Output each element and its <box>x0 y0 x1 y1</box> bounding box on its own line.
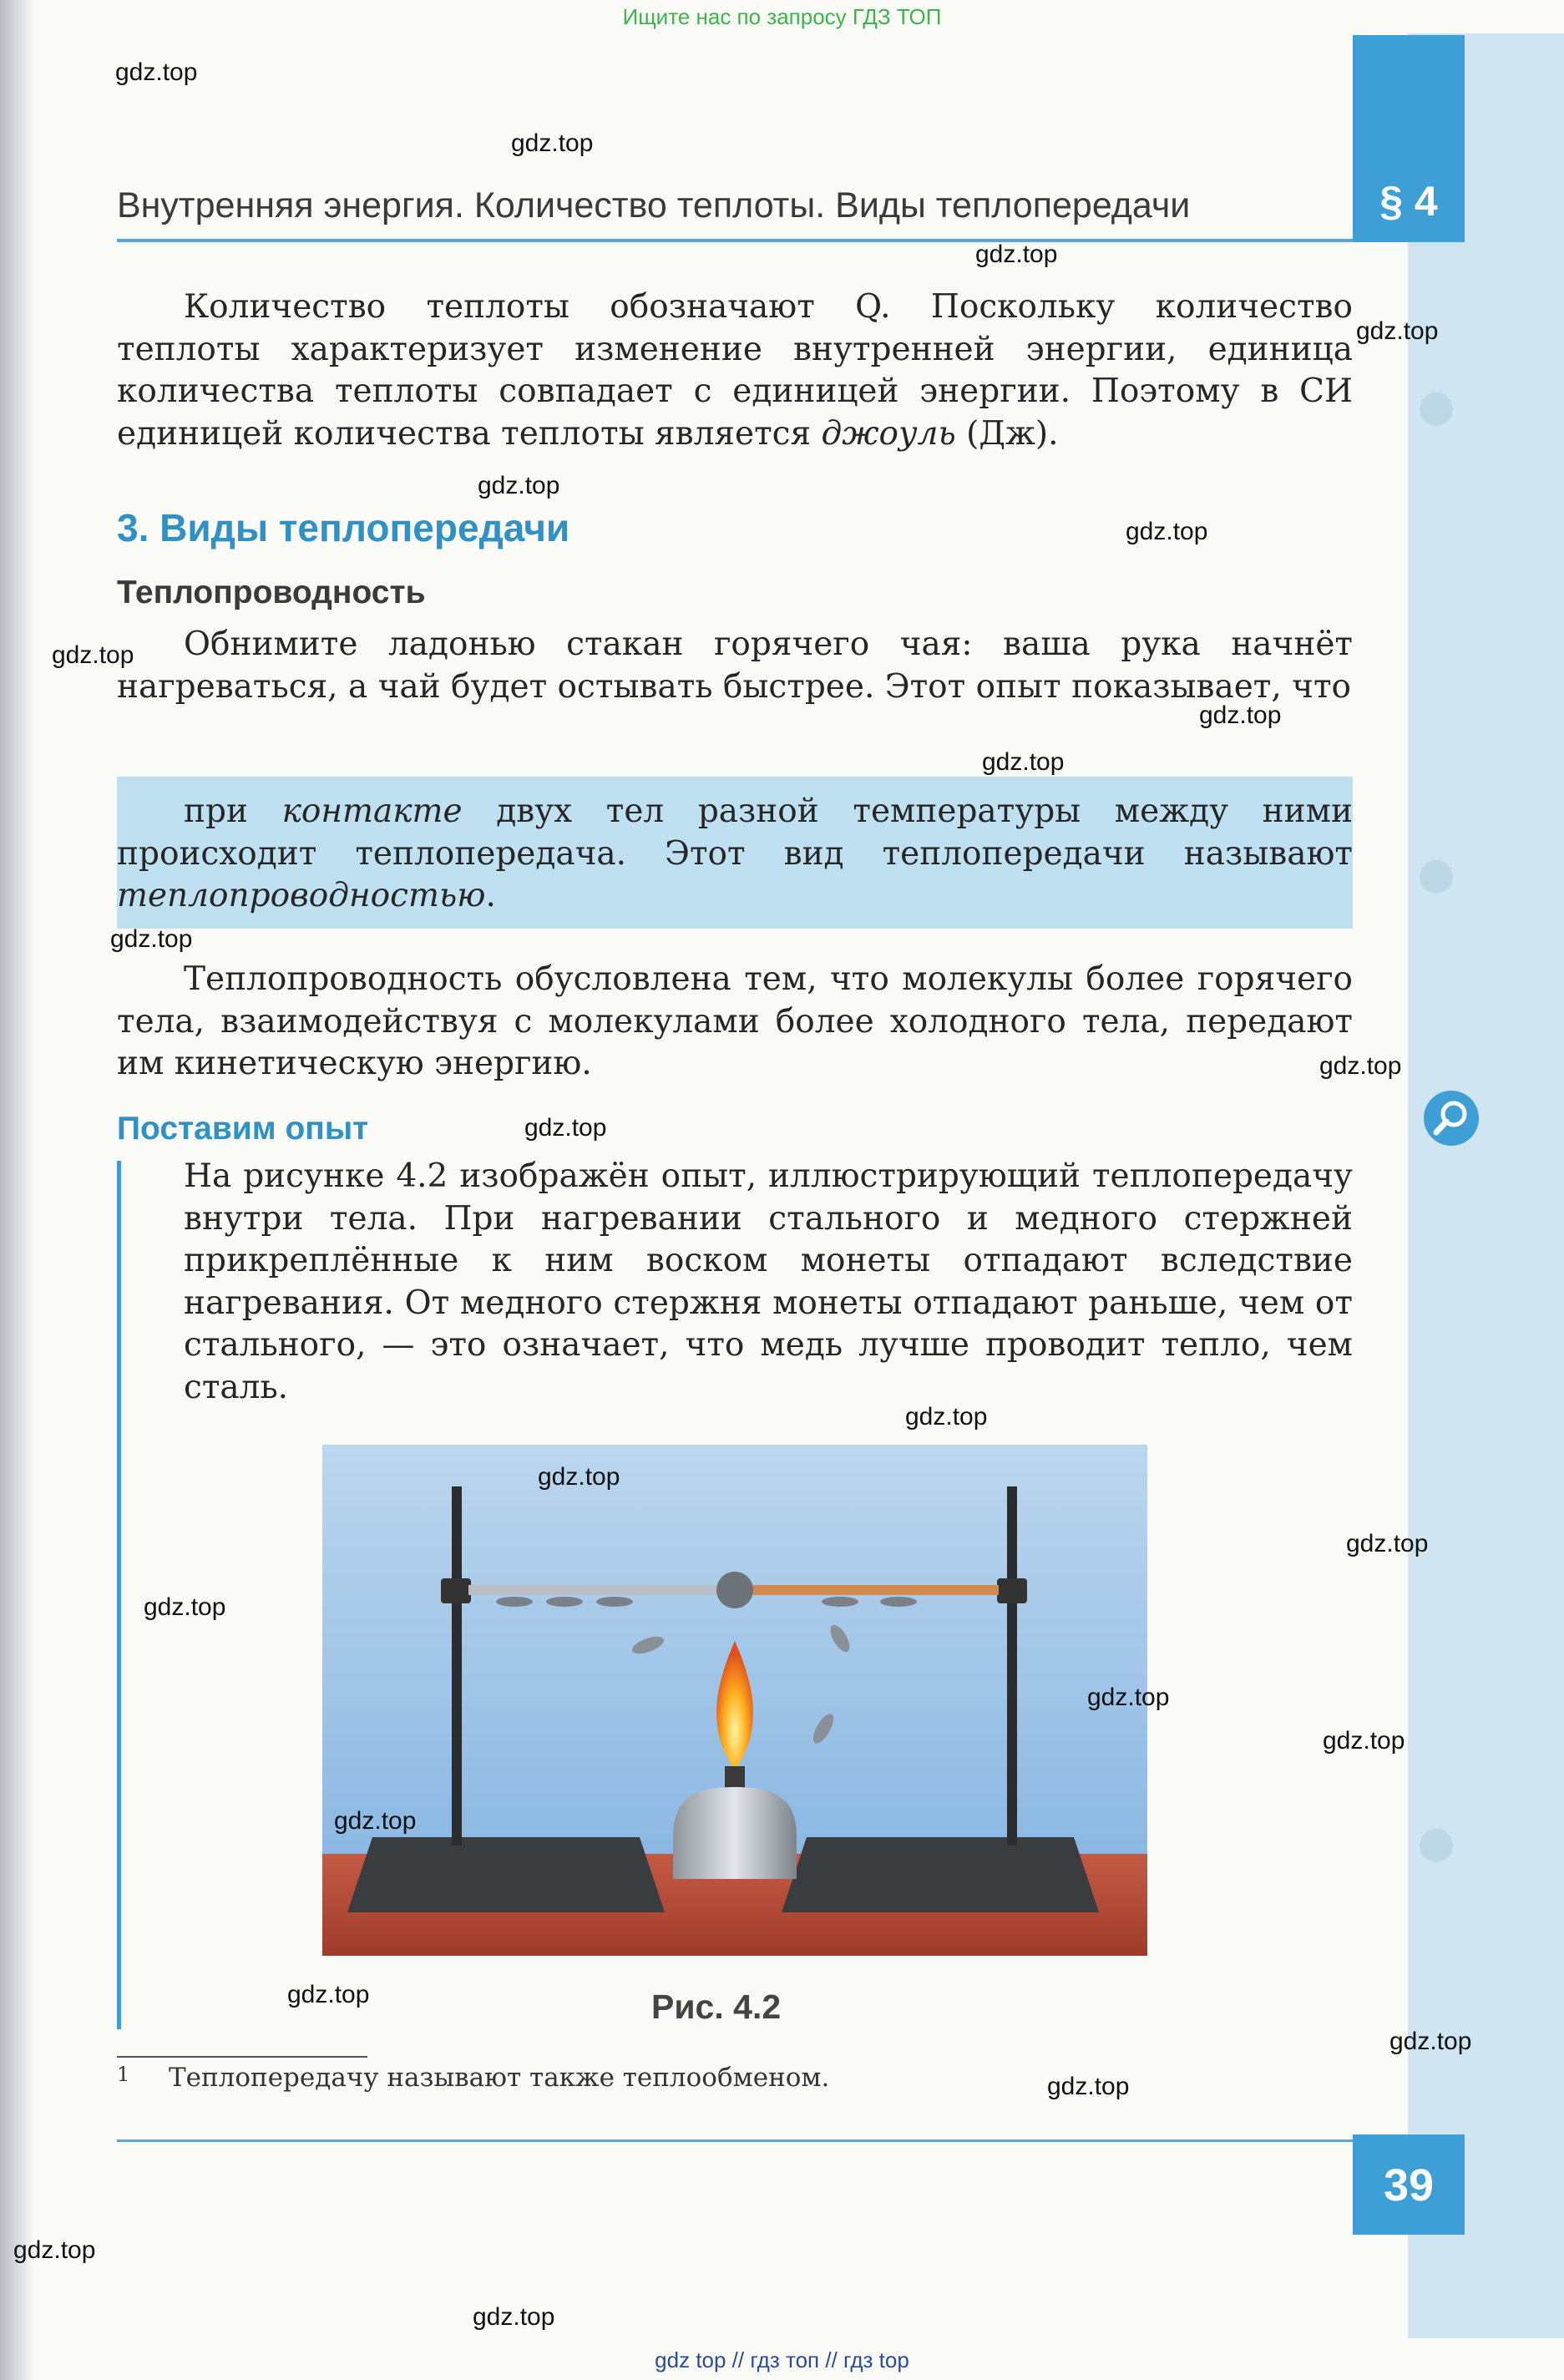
section-number: § 4 <box>1379 178 1438 225</box>
footnote-rule <box>117 2056 367 2058</box>
section-heading: 3. Виды теплопередачи <box>117 506 570 549</box>
watermark: gdz.top <box>1199 701 1282 729</box>
top-banner[interactable]: Ищите нас по запросу ГДЗ ТОП <box>622 4 942 29</box>
watermark: gdz.top <box>473 2303 555 2331</box>
figure-caption: Рис. 4.2 <box>651 1988 782 2026</box>
bleed-through-mark <box>1420 392 1453 426</box>
watermark: gdz.top <box>144 1593 226 1621</box>
watermark: gdz.top <box>13 2236 96 2264</box>
watermark: gdz.top <box>115 58 198 86</box>
paragraph-1: Количество теплоты обозначают Q. Поскольку количество теплоты характеризует изменение внутренней энергии, единица количества теплоты совпадает с единицей энергии. Поэтому в СИ единицей количества теплоты является джоуль (Дж). <box>117 288 1353 453</box>
watermark: gdz.top <box>1323 1727 1405 1755</box>
watermark: gdz.top <box>334 1807 417 1835</box>
section-tab <box>1353 35 1465 242</box>
search-button[interactable] <box>1424 1091 1479 1146</box>
watermark: gdz.top <box>511 129 594 157</box>
subheading-conduction: Теплопроводность <box>117 575 426 610</box>
watermark: gdz.top <box>524 1114 607 1142</box>
bottom-banner[interactable]: gdz top // гдз топ // гдз top <box>655 2347 909 2372</box>
bleed-through-mark <box>1420 1829 1453 1862</box>
watermark: gdz.top <box>478 472 560 499</box>
bleed-through-mark <box>1420 860 1453 894</box>
margin-band <box>1408 33 1564 2338</box>
watermark: gdz.top <box>1319 1052 1402 1080</box>
watermark: gdz.top <box>538 1463 620 1491</box>
search-icon <box>1424 1091 1479 1146</box>
paragraph-2: Обнимите ладонью стакан горячего чая: ваша рука начнёт нагреваться, а чай будет остывать быстрее. Этот опыт показывает, что <box>117 625 1353 706</box>
watermark: gdz.top <box>287 1981 370 2008</box>
watermark: gdz.top <box>975 241 1058 268</box>
figure-4-2-experiment <box>322 1445 1147 1956</box>
watermark: gdz.top <box>905 1403 988 1431</box>
watermark: gdz.top <box>1346 1530 1429 1557</box>
watermark: gdz.top <box>1389 2028 1472 2055</box>
footer-rule <box>117 2139 1353 2142</box>
watermark: gdz.top <box>982 748 1065 776</box>
watermark: gdz.top <box>110 925 193 953</box>
watermark: gdz.top <box>1126 518 1208 545</box>
watermark: gdz.top <box>1087 1684 1170 1711</box>
experiment-side-bar <box>117 1161 121 2029</box>
page-number: 39 <box>1383 2160 1435 2210</box>
definition-text: при контакте двух тел разной температуры между ними происходит теплопередача. Этот вид теплопередачи называют теплопроводностью. <box>117 792 1353 914</box>
paragraph-3: Теплопроводность обусловлена тем, что молекулы более горячего тела, взаимодействуя с молекулами более холодного тела, передают им кинетическую энергию. <box>117 960 1353 1082</box>
paragraph-4: На рисунке 4.2 изображён опыт, иллюстрирующий теплопередачу внутри тела. При нагревании стального и медного стержней прикреплённые к ним воском монеты отпадают вследствие нагревания. От медного стержня монеты отпадают раньше, чем от стального, — это означает, что медь лучше проводит тепло, чем сталь. <box>184 1157 1353 1406</box>
watermark: gdz.top <box>52 641 134 669</box>
running-header-title: Внутренняя энергия. Количество теплоты. Виды теплопередачи <box>117 185 1191 225</box>
watermark: gdz.top <box>1356 317 1439 345</box>
header-rule <box>117 239 1353 242</box>
page-number-tab <box>1353 2134 1465 2235</box>
watermark: gdz.top <box>1047 2073 1130 2100</box>
book-spine-shadow <box>0 0 33 2380</box>
experiment-heading: Поставим опыт <box>117 1111 369 1147</box>
footnote: 1 Теплопередачу называют также теплообменом. <box>117 2063 830 2093</box>
